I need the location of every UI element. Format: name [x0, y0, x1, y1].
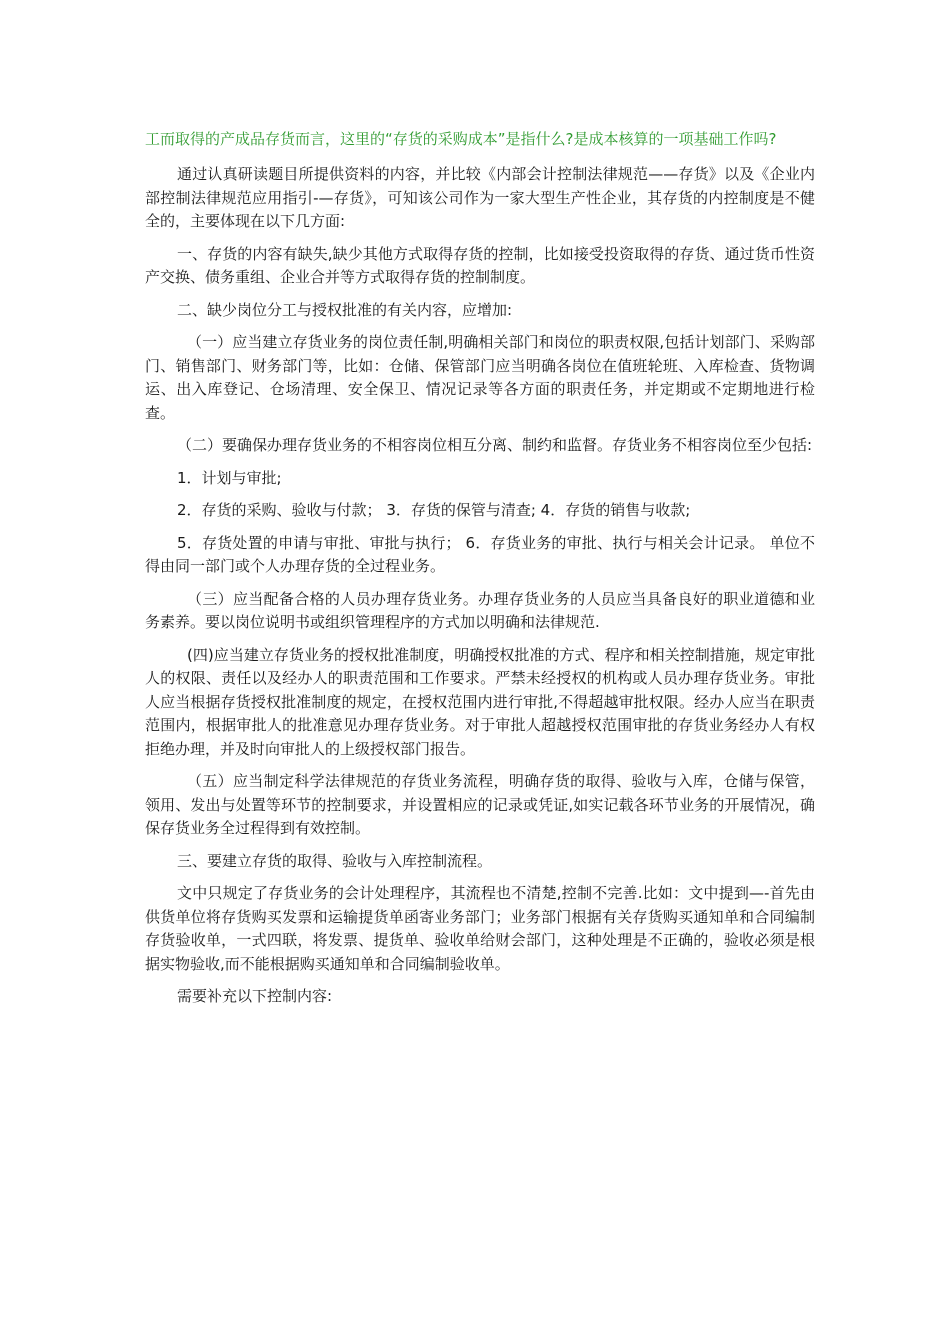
item-3-paragraph: （三）应当配备合格的人员办理存货业务。办理存货业务的人员应当具备良好的职业道德和业务素养。要以岗位说明书或组织管理程序的方式加以明确和法律规范.	[145, 589, 815, 631]
section-3-heading: 三、要建立存货的取得、验收与入库控制流程。	[177, 851, 493, 870]
item-4-paragraph: (四)应当建立存货业务的授权批准制度，明确授权批准的方式、程序和相关控制措施，规定审批人的权限、责任以及经办人的职责范围和工作要求。严禁未经授权的机构或人员办理存货业务。审批人应当根据存货授权批准制度的规定，在授权范围内进行审批,不得超越审批权限。经办人应当在职责范围内，根据审批人的批准意见办理存货业务。对于审批人超越授权范围审批的存货业务经办人有权拒绝办理，并及时向审批人的上级授权部门报告。	[145, 645, 815, 758]
list-item-1: 1．计划与审批;	[177, 468, 282, 487]
document-body	[145, 128, 815, 1018]
item-5-paragraph: （五）应当制定科学法律规范的存货业务流程，明确存货的取得、验收与入库，仓储与保管，领用、发出与处置等环节的控制要求，并设置相应的记录或凭证,如实记载各环节业务的开展情况，确保存货业务全过程得到有效控制。	[145, 772, 815, 837]
section-1-paragraph: 一、存货的内容有缺失,缺少其他方式取得存货的控制，比如接受投资取得的存货、通过货币性资产交换、债务重组、企业合并等方式取得存货的控制制度。	[145, 244, 815, 286]
list-item-2-4: 2．存货的采购、验收与付款； 3．存货的保管与清查; 4．存货的销售与收款;	[177, 501, 691, 519]
question-text: 工而取得的产成品存货而言，这里的“存货的采购成本”是指什么?是成本核算的一项基础工作吗?	[145, 130, 777, 148]
intro-paragraph: 通过认真研读题目所提供资料的内容，并比较《内部会计控制法律规范——存货》以及《企业内部控制法律规范应用指引-—存货》，可知该公司作为一家大型生产性企业，其存货的内控制度是不健全的，主要体现在以下几方面:	[145, 165, 815, 230]
item-2-paragraph: （二）要确保办理存货业务的不相容岗位相互分离、制约和监督。存货业务不相容岗位至少包括:	[177, 436, 813, 454]
section-3-paragraph: 文中只规定了存货业务的会计处理程序，其流程也不清楚,控制不完善.比如：文中提到—-首先由供货单位将存货购买发票和运输提货单函寄业务部门；业务部门根据有关存货购买通知单和合同编制存货验收单，一式四联，将发票、提货单、验收单给财会部门，这种处理是不正确的，验收必须是根据实物验收,而不能根据购买通知单和合同编制验收单。	[145, 884, 815, 973]
list-item-5-6: 5．存货处置的申请与审批、审批与执行； 6．存货业务的审批、执行与相关会计记录。 单位不得由同一部门或个人办理存货的全过程业务。	[145, 533, 815, 575]
closing-line: 需要补充以下控制内容:	[177, 987, 333, 1005]
item-1-paragraph: （一）应当建立存货业务的岗位责任制,明确相关部门和岗位的职责权限,包括计划部门、采购部门、销售部门、财务部门等，比如：仓储、保管部门应当明确各岗位在值班轮班、入库检查、货物调运、出入库登记、仓场清理、安全保卫、情况记录等各方面的职责任务，并定期或不定期地进行检查。	[145, 333, 815, 422]
section-2-heading: 二、缺少岗位分工与授权批准的有关内容，应增加:	[177, 300, 513, 319]
